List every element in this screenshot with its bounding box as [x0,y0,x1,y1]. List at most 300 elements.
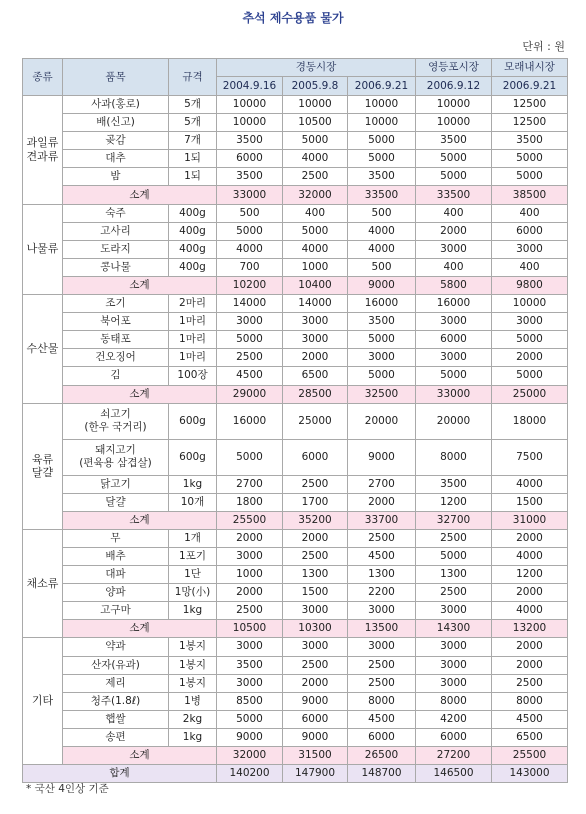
item-name-cell: 콩나물 [63,258,169,276]
price-cell: 8500 [217,692,283,710]
table-row [23,547,568,565]
table-row [23,150,568,168]
price-cell: 3500 [348,168,416,186]
subtotal-row [23,186,568,204]
price-cell: 3000 [283,331,348,349]
price-cell: 9000 [348,439,416,475]
price-cell: 25000 [283,403,348,439]
subtotal-cell: 9000 [348,276,416,294]
price-cell: 1500 [283,584,348,602]
price-cell: 8000 [492,692,568,710]
subtotal-cell: 32700 [416,511,492,529]
subtotal-cell: 5800 [416,276,492,294]
subtotal-cell: 38500 [492,186,568,204]
table-row [23,313,568,331]
item-name-cell: 밤 [63,168,169,186]
table-row [23,114,568,132]
table-row [23,584,568,602]
table-row [23,692,568,710]
price-cell: 400 [416,258,492,276]
price-cell: 16000 [416,295,492,313]
price-cell: 2500 [348,656,416,674]
price-cell: 5000 [348,367,416,385]
price-cell: 9000 [283,728,348,746]
item-spec-cell: 1마리 [169,349,217,367]
item-name-cell: 조기 [63,295,169,313]
item-name-cell: 달걀 [63,493,169,511]
subtotal-cell: 33500 [348,186,416,204]
item-spec-cell: 1봉지 [169,674,217,692]
item-name-cell: 김 [63,367,169,385]
total-cell: 146500 [416,765,492,783]
subtotal-cell: 10200 [217,276,283,294]
price-cell: 3500 [348,313,416,331]
item-name-cell: 고구마 [63,602,169,620]
item-spec-cell: 1개 [169,529,217,547]
price-cell: 5000 [348,331,416,349]
item-spec-cell: 1병 [169,692,217,710]
price-cell: 4000 [492,475,568,493]
subtotal-label: 소계 [63,186,217,204]
item-name-cell: 양파 [63,584,169,602]
subtotal-cell: 25500 [217,511,283,529]
price-cell: 1300 [416,566,492,584]
subtotal-cell: 32000 [217,747,283,765]
table-body [23,96,568,783]
price-cell: 5000 [416,150,492,168]
price-cell: 500 [348,204,416,222]
item-spec-cell: 1kg [169,728,217,746]
category-cell: 과일류 견과류 [23,96,63,205]
price-cell: 2000 [492,656,568,674]
item-name-cell: 햅쌀 [63,710,169,728]
price-cell: 400 [283,204,348,222]
price-cell: 10000 [217,96,283,114]
subtotal-cell: 33700 [348,511,416,529]
subtotal-cell: 33500 [416,186,492,204]
table-row [23,222,568,240]
header-date: 2006.9.21 [492,77,568,96]
item-spec-cell: 7개 [169,132,217,150]
subtotal-cell: 10300 [283,620,348,638]
table-row [23,656,568,674]
price-cell: 6000 [283,439,348,475]
header-market-gyeongdong: 경동시장 [217,59,416,77]
price-cell: 2000 [492,349,568,367]
price-cell: 9000 [283,692,348,710]
price-cell: 4000 [217,240,283,258]
header-date: 2004.9.16 [217,77,283,96]
item-name-cell: 산자(유과) [63,656,169,674]
price-cell: 500 [348,258,416,276]
subtotal-cell: 35200 [283,511,348,529]
price-cell: 2000 [283,674,348,692]
price-cell: 2500 [217,349,283,367]
price-cell: 3500 [217,132,283,150]
table-row [23,529,568,547]
price-cell: 1500 [492,493,568,511]
table-row [23,728,568,746]
table-row [23,96,568,114]
price-cell: 3500 [416,132,492,150]
subtotal-label: 소계 [63,511,217,529]
total-label: 합계 [23,765,217,783]
item-spec-cell: 400g [169,204,217,222]
price-cell: 7500 [492,439,568,475]
header-category: 종류 [23,59,63,96]
item-name-cell: 대추 [63,150,169,168]
subtotal-cell: 31000 [492,511,568,529]
price-cell: 5000 [416,168,492,186]
price-cell: 10000 [416,114,492,132]
price-cell: 20000 [416,403,492,439]
price-cell: 3500 [217,168,283,186]
price-cell: 4000 [283,240,348,258]
header-date: 2006.9.21 [348,77,416,96]
item-name-cell: 동태포 [63,331,169,349]
price-cell: 6500 [492,728,568,746]
subtotal-label: 소계 [63,276,217,294]
subtotal-cell: 29000 [217,385,283,403]
price-cell: 5000 [492,331,568,349]
category-cell: 수산물 [23,295,63,404]
price-cell: 3000 [217,674,283,692]
price-cell: 20000 [348,403,416,439]
price-cell: 8000 [348,692,416,710]
price-cell: 400 [492,258,568,276]
header-market-yeongdeungpo: 영등포시장 [416,59,492,77]
table-row [23,367,568,385]
subtotal-cell: 28500 [283,385,348,403]
price-cell: 1200 [492,566,568,584]
price-cell: 10000 [283,96,348,114]
table-row [23,602,568,620]
price-cell: 3000 [416,240,492,258]
price-cell: 6000 [283,710,348,728]
price-cell: 4500 [492,710,568,728]
item-name-cell: 약과 [63,638,169,656]
price-cell: 4000 [348,222,416,240]
table-row [23,168,568,186]
table-row [23,674,568,692]
item-name-cell: 무 [63,529,169,547]
subtotal-cell: 32500 [348,385,416,403]
price-cell: 3000 [416,674,492,692]
subtotal-cell: 32000 [283,186,348,204]
price-cell: 3500 [217,656,283,674]
table-row [23,439,568,475]
table-row [23,295,568,313]
subtotal-cell: 25500 [492,747,568,765]
subtotal-cell: 13500 [348,620,416,638]
price-cell: 2700 [348,475,416,493]
price-cell: 10000 [217,114,283,132]
price-cell: 4000 [492,547,568,565]
subtotal-cell: 14300 [416,620,492,638]
price-cell: 3000 [492,313,568,331]
price-cell: 2000 [492,584,568,602]
item-name-cell: 송편 [63,728,169,746]
price-cell: 10000 [348,96,416,114]
item-spec-cell: 400g [169,222,217,240]
price-cell: 5000 [348,132,416,150]
item-name-cell: 닭고기 [63,475,169,493]
item-spec-cell: 1망(小) [169,584,217,602]
price-cell: 6000 [492,222,568,240]
price-cell: 2200 [348,584,416,602]
subtotal-cell: 26500 [348,747,416,765]
price-cell: 2000 [217,529,283,547]
price-cell: 4200 [416,710,492,728]
price-cell: 12500 [492,114,568,132]
item-name-cell: 청주(1.8ℓ) [63,692,169,710]
category-cell: 나물류 [23,204,63,294]
price-cell: 3000 [492,240,568,258]
header-date: 2006.9.12 [416,77,492,96]
price-cell: 3000 [416,638,492,656]
item-spec-cell: 5개 [169,96,217,114]
price-cell: 3000 [283,313,348,331]
price-cell: 3500 [492,132,568,150]
price-cell: 4000 [492,602,568,620]
price-cell: 1000 [283,258,348,276]
table-row [23,204,568,222]
item-spec-cell: 1봉지 [169,638,217,656]
price-cell: 6000 [217,150,283,168]
item-spec-cell: 1kg [169,602,217,620]
price-cell: 1700 [283,493,348,511]
price-cell: 500 [217,204,283,222]
total-cell: 148700 [348,765,416,783]
price-cell: 1800 [217,493,283,511]
price-cell: 2500 [217,602,283,620]
price-cell: 3000 [348,349,416,367]
item-spec-cell: 1kg [169,475,217,493]
price-cell: 2500 [283,547,348,565]
item-name-cell: 도라지 [63,240,169,258]
table-row [23,566,568,584]
header-item: 품목 [63,59,169,96]
subtotal-row [23,276,568,294]
price-cell: 400 [416,204,492,222]
item-name-cell: 돼지고기 (편육용 삼겹살) [63,439,169,475]
price-cell: 2500 [283,475,348,493]
price-cell: 2000 [348,493,416,511]
price-cell: 3000 [416,349,492,367]
price-cell: 5000 [348,150,416,168]
item-spec-cell: 1마리 [169,331,217,349]
price-cell: 3000 [348,602,416,620]
price-cell: 8000 [416,439,492,475]
price-cell: 10000 [348,114,416,132]
category-cell: 육류 달걀 [23,403,63,529]
subtotal-row [23,620,568,638]
price-cell: 5000 [492,150,568,168]
item-spec-cell: 2마리 [169,295,217,313]
item-spec-cell: 5개 [169,114,217,132]
item-name-cell: 건오징어 [63,349,169,367]
table-row [23,710,568,728]
item-spec-cell: 1단 [169,566,217,584]
price-cell: 2500 [492,674,568,692]
subtotal-cell: 13200 [492,620,568,638]
table-row [23,493,568,511]
price-cell: 3000 [283,638,348,656]
subtotal-row [23,747,568,765]
item-name-cell: 숙주 [63,204,169,222]
item-spec-cell: 1봉지 [169,656,217,674]
price-cell: 10000 [492,295,568,313]
price-cell: 2000 [283,349,348,367]
subtotal-row [23,511,568,529]
price-cell: 2700 [217,475,283,493]
price-cell: 5000 [416,547,492,565]
item-name-cell: 고사리 [63,222,169,240]
price-cell: 2000 [283,529,348,547]
price-cell: 2000 [217,584,283,602]
total-row [23,765,568,783]
footnote: * 국산 4인상 기준 [26,783,109,795]
table-row [23,331,568,349]
price-cell: 1300 [348,566,416,584]
item-spec-cell: 1되 [169,150,217,168]
table-row [23,132,568,150]
subtotal-label: 소계 [63,747,217,765]
subtotal-cell: 9800 [492,276,568,294]
item-name-cell: 북어포 [63,313,169,331]
subtotal-cell: 25000 [492,385,568,403]
item-spec-cell: 100장 [169,367,217,385]
price-cell: 16000 [217,403,283,439]
category-cell: 기타 [23,638,63,765]
price-cell: 3000 [217,638,283,656]
price-cell: 700 [217,258,283,276]
price-cell: 2000 [492,638,568,656]
item-spec-cell: 1되 [169,168,217,186]
price-cell: 4500 [348,710,416,728]
header-market-moraenae: 모래내시장 [492,59,568,77]
unit-label: 단위 : 원 [522,40,565,53]
price-cell: 18000 [492,403,568,439]
price-cell: 6500 [283,367,348,385]
price-cell: 8000 [416,692,492,710]
header-spec: 규격 [169,59,217,96]
subtotal-label: 소계 [63,385,217,403]
table-row [23,349,568,367]
item-spec-cell: 400g [169,258,217,276]
price-cell: 3000 [416,313,492,331]
price-cell: 2500 [416,584,492,602]
price-cell: 10500 [283,114,348,132]
item-name-cell: 대파 [63,566,169,584]
price-cell: 1200 [416,493,492,511]
subtotal-cell: 31500 [283,747,348,765]
price-cell: 1300 [283,566,348,584]
price-cell: 16000 [348,295,416,313]
subtotal-cell: 10500 [217,620,283,638]
item-spec-cell: 600g [169,439,217,475]
price-cell: 6000 [416,728,492,746]
price-cell: 14000 [283,295,348,313]
subtotal-cell: 33000 [217,186,283,204]
price-cell: 5000 [283,222,348,240]
price-cell: 12500 [492,96,568,114]
price-cell: 4000 [348,240,416,258]
price-cell: 9000 [217,728,283,746]
table-row [23,403,568,439]
price-cell: 5000 [217,331,283,349]
price-cell: 5000 [217,222,283,240]
price-cell: 2500 [348,674,416,692]
price-cell: 6000 [348,728,416,746]
price-cell: 5000 [416,367,492,385]
price-cell: 4000 [283,150,348,168]
price-cell: 3000 [416,656,492,674]
price-cell: 4500 [217,367,283,385]
price-cell: 3500 [416,475,492,493]
subtotal-label: 소계 [63,620,217,638]
price-cell: 3000 [217,547,283,565]
page-title: 추석 제수용품 물가 [242,11,344,25]
item-spec-cell: 1포기 [169,547,217,565]
price-cell: 2000 [492,529,568,547]
price-cell: 5000 [217,710,283,728]
price-table [22,58,568,783]
total-cell: 140200 [217,765,283,783]
price-cell: 5000 [492,367,568,385]
price-cell: 2500 [416,529,492,547]
price-cell: 2500 [283,656,348,674]
price-cell: 3000 [283,602,348,620]
price-cell: 3000 [217,313,283,331]
subtotal-cell: 10400 [283,276,348,294]
price-cell: 6000 [416,331,492,349]
subtotal-cell: 33000 [416,385,492,403]
price-cell: 2500 [283,168,348,186]
table-row [23,258,568,276]
price-cell: 2500 [348,529,416,547]
item-spec-cell: 2kg [169,710,217,728]
price-cell: 400 [492,204,568,222]
item-spec-cell: 1마리 [169,313,217,331]
category-cell: 채소류 [23,529,63,638]
price-cell: 14000 [217,295,283,313]
total-cell: 143000 [492,765,568,783]
price-cell: 4500 [348,547,416,565]
table-row [23,240,568,258]
item-spec-cell: 400g [169,240,217,258]
item-name-cell: 사과(홍로) [63,96,169,114]
item-spec-cell: 10개 [169,493,217,511]
price-cell: 1000 [217,566,283,584]
item-spec-cell: 600g [169,403,217,439]
price-cell: 3000 [416,602,492,620]
price-cell: 5000 [217,439,283,475]
item-name-cell: 곶감 [63,132,169,150]
header-date: 2005.9.8 [283,77,348,96]
subtotal-cell: 27200 [416,747,492,765]
item-name-cell: 제리 [63,674,169,692]
item-name-cell: 배추 [63,547,169,565]
price-cell: 2000 [416,222,492,240]
price-cell: 10000 [416,96,492,114]
item-name-cell: 배(신고) [63,114,169,132]
price-cell: 5000 [492,168,568,186]
price-cell: 5000 [283,132,348,150]
subtotal-row [23,385,568,403]
price-cell: 3000 [348,638,416,656]
item-name-cell: 쇠고기 (한우 국거리) [63,403,169,439]
